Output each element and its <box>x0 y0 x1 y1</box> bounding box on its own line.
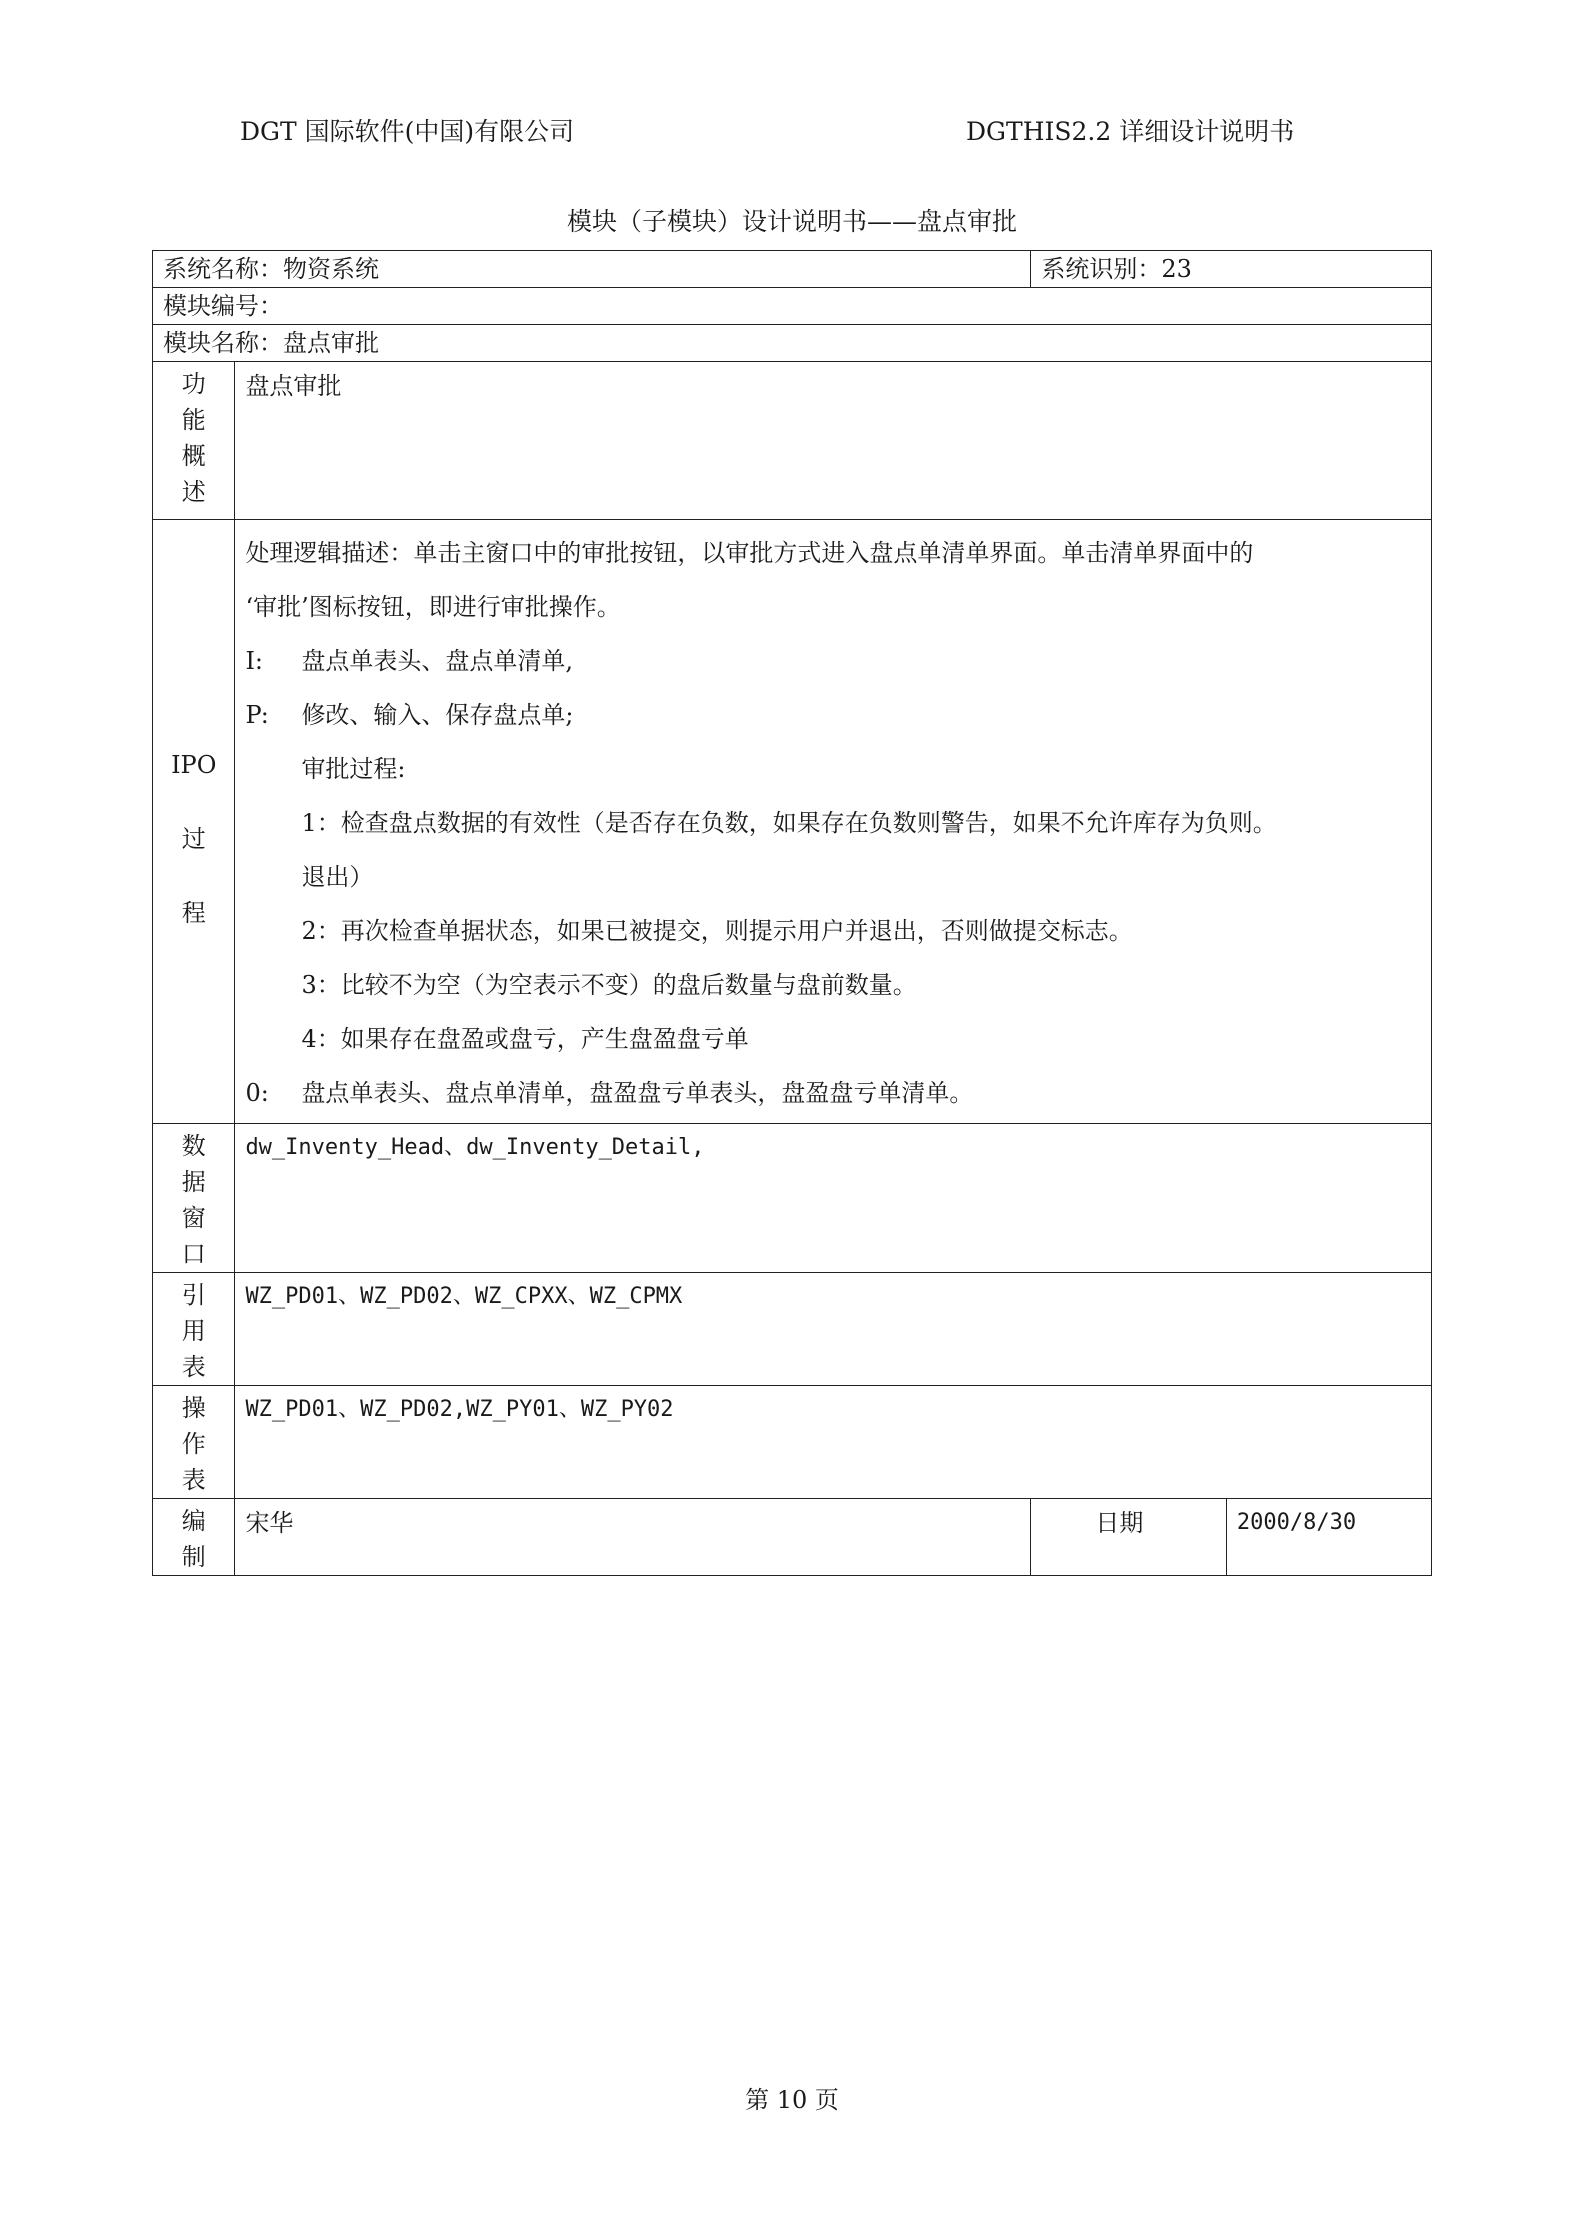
ipo-label <box>153 520 235 1124</box>
label-char: IPO <box>171 751 217 779</box>
author-name: 宋华 <box>235 1499 1031 1576</box>
label-char: 编 <box>181 1507 206 1535</box>
header-doc-name: DGTHIS2.2 详细设计说明书 <box>966 117 1295 146</box>
referenced-tables-text: WZ_PD01、WZ_PD02、WZ_CPXX、WZ_CPMX <box>235 1273 1432 1386</box>
ipo-desc-line: ‘审批’图标按钮，即进行审批操作。 <box>245 593 621 621</box>
label-char: 口 <box>181 1240 206 1268</box>
operated-tables-label <box>153 1386 235 1499</box>
row-module-code <box>153 288 1432 325</box>
label-char: 操 <box>181 1394 206 1422</box>
label-char: 用 <box>181 1317 206 1345</box>
ipo-description <box>235 520 1432 1124</box>
approval-step: 2：再次检查单据状态，如果已被提交，则提示用户并退出，否则做提交标志。 <box>301 917 1133 945</box>
module-code: 模块编号： <box>153 288 1432 325</box>
row-operated-tables <box>153 1386 1432 1499</box>
module-name: 模块名称：盘点审批 <box>153 325 1432 362</box>
label-char: 制 <box>181 1543 206 1571</box>
row-referenced-tables <box>153 1273 1432 1386</box>
row-ipo-process <box>153 520 1432 1124</box>
approval-step: 4：如果存在盘盈或盘亏，产生盘盈盘亏单 <box>301 1025 749 1053</box>
output-label: 0: <box>245 1079 269 1107</box>
label-char: 窗 <box>181 1204 206 1232</box>
process-text: 修改、输入、保存盘点单; <box>301 701 574 729</box>
document-title: 模块（子模块）设计说明书——盘点审批 <box>566 207 1017 236</box>
row-data-window <box>153 1124 1432 1273</box>
system-id: 系统识别：23 <box>1031 251 1432 288</box>
ipo-output <box>245 1066 1421 1120</box>
label-char: 概 <box>181 442 206 470</box>
header-company: DGT 国际软件(中国)有限公司 <box>240 117 575 146</box>
approval-step: 退出） <box>301 863 374 891</box>
page-number: 第 10 页 <box>745 2086 839 2114</box>
row-module-name <box>153 325 1432 362</box>
ipo-desc-line: 处理逻辑描述：单击主窗口中的审批按钮，以审批方式进入盘点单清单界面。单击清单界面中的 <box>245 539 1254 567</box>
label-char: 表 <box>181 1466 206 1494</box>
ipo-input <box>245 634 1421 688</box>
design-spec-table <box>152 250 1432 1576</box>
label-char: 程 <box>181 899 206 927</box>
date-label: 日期 <box>1031 1499 1227 1576</box>
output-text: 盘点单表头、盘点单清单，盘盈盘亏单表头，盘盈盘亏单清单。 <box>301 1079 974 1107</box>
data-window-text: dw_Inventy_Head、dw_Inventy_Detail, <box>235 1124 1432 1273</box>
row-system <box>153 251 1432 288</box>
label-char: 引 <box>181 1281 206 1309</box>
data-window-label <box>153 1124 235 1273</box>
operated-tables-text: WZ_PD01、WZ_PD02,WZ_PY01、WZ_PY02 <box>235 1386 1432 1499</box>
function-overview-text: 盘点审批 <box>235 362 1432 520</box>
ipo-process <box>245 688 1421 742</box>
label-char: 据 <box>181 1168 206 1196</box>
input-label: I: <box>245 647 264 675</box>
row-function-overview <box>153 362 1432 520</box>
system-name: 系统名称：物资系统 <box>153 251 1031 288</box>
process-label: P: <box>245 701 269 729</box>
label-char: 表 <box>181 1353 206 1381</box>
label-char: 述 <box>181 478 206 506</box>
row-author <box>153 1499 1432 1576</box>
label-char: 作 <box>181 1430 206 1458</box>
label-char: 功 <box>181 370 206 398</box>
approval-step: 1：检查盘点数据的有效性（是否存在负数，如果存在负数则警告，如果不允许库存为负则。 <box>301 809 1277 837</box>
referenced-tables-label <box>153 1273 235 1386</box>
label-char: 能 <box>181 406 206 434</box>
author-label <box>153 1499 235 1576</box>
approval-heading: 审批过程: <box>301 755 406 783</box>
label-char: 过 <box>181 825 206 853</box>
label-char: 数 <box>181 1132 206 1160</box>
function-overview-label <box>153 362 235 520</box>
date-value: 2000/8/30 <box>1226 1499 1431 1576</box>
approval-step: 3：比较不为空（为空表示不变）的盘后数量与盘前数量。 <box>301 971 917 999</box>
input-text: 盘点单表头、盘点单清单, <box>301 647 574 675</box>
